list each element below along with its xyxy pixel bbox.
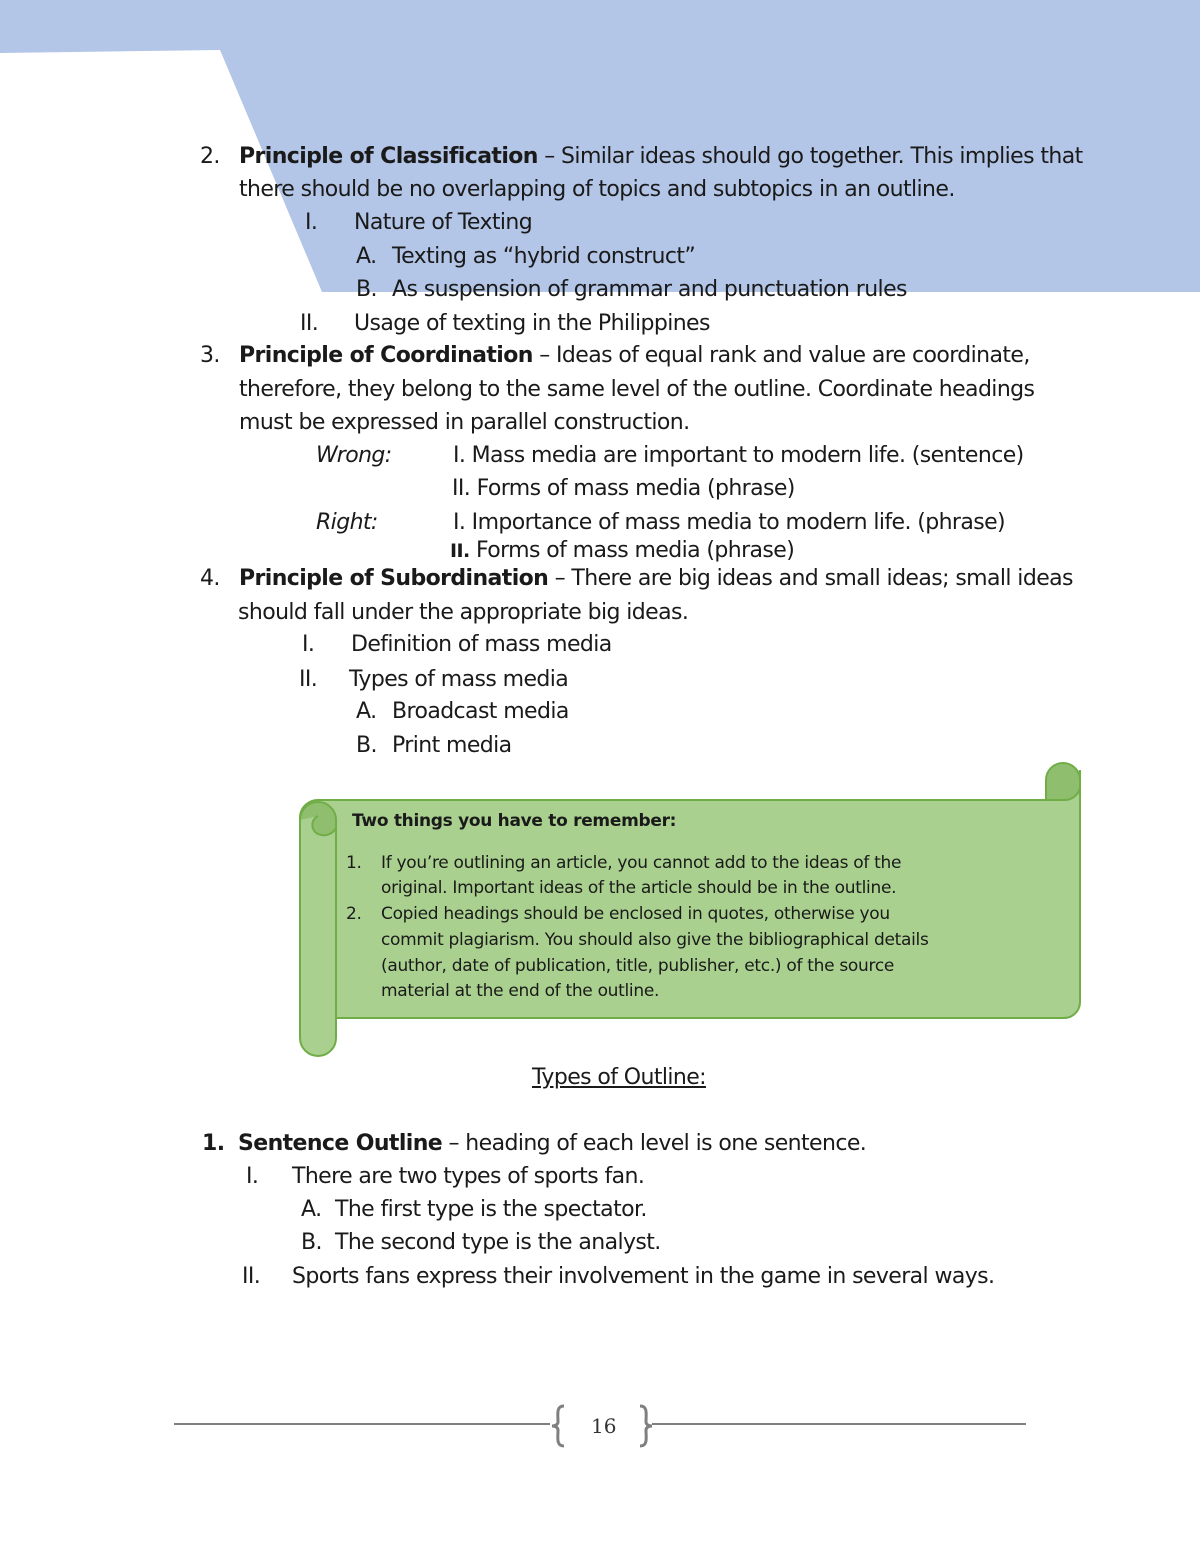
reminder-line: Copied headings should be enclosed in quotes, otherwise you bbox=[381, 904, 890, 924]
outline-item: Broadcast media bbox=[392, 699, 569, 724]
outline-num: I. bbox=[302, 632, 315, 657]
principle-2-number: 2. bbox=[200, 144, 220, 169]
reminder-num: 2. bbox=[346, 904, 362, 924]
right-example-2-text: Forms of mass media (phrase) bbox=[469, 538, 795, 563]
wrong-label: Wrong: bbox=[316, 443, 392, 468]
wrong-example-2: II. Forms of mass media (phrase) bbox=[452, 476, 795, 501]
outline-num: I. bbox=[246, 1164, 259, 1189]
principle-2-line2: there should be no overlapping of topics and subtopics in an outline. bbox=[239, 177, 955, 202]
outline-item: Definition of mass media bbox=[351, 632, 612, 657]
principle-4-number: 4. bbox=[200, 566, 220, 591]
principle-2-line1 bbox=[239, 143, 1083, 171]
sentence-outline-number: 1. bbox=[202, 1131, 225, 1156]
reminder-line: (author, date of publication, title, publisher, etc.) of the source bbox=[381, 956, 895, 976]
right-example-2-num: II. bbox=[450, 540, 470, 562]
page-number: 16 bbox=[591, 1414, 617, 1438]
left-brace-icon bbox=[548, 1404, 568, 1448]
reminder-line: original. Important ideas of the article should be in the outline. bbox=[381, 878, 897, 898]
principle-4-line1 bbox=[239, 565, 1073, 593]
outline-num: B. bbox=[356, 277, 377, 302]
outline-num: A. bbox=[356, 699, 377, 724]
reminder-title: Two things you have to remember: bbox=[352, 811, 677, 831]
reminder-line: commit plagiarism. You should also give the bibliographical details bbox=[381, 930, 929, 950]
outline-item: Sports fans express their involvement in the game in several ways. bbox=[292, 1264, 995, 1289]
principle-2-title: Principle of Classification bbox=[239, 144, 538, 169]
wrong-example-1: I. Mass media are important to modern life. (sentence) bbox=[453, 443, 1024, 468]
outline-item: The first type is the spectator. bbox=[335, 1197, 647, 1222]
sentence-outline-title: Sentence Outline bbox=[238, 1131, 443, 1156]
reminder-line: If you’re outlining an article, you cannot add to the ideas of the bbox=[381, 853, 902, 873]
outline-item: Usage of texting in the Philippines bbox=[354, 311, 710, 336]
outline-item: The second type is the analyst. bbox=[335, 1230, 661, 1255]
outline-item: As suspension of grammar and punctuation rules bbox=[392, 277, 907, 302]
right-label: Right: bbox=[316, 510, 378, 535]
principle-3-line1 bbox=[239, 342, 1030, 370]
principle-3-title: Principle of Coordination bbox=[239, 343, 533, 368]
sentence-outline-text: – heading of each level is one sentence. bbox=[442, 1131, 867, 1156]
outline-num: II. bbox=[300, 311, 319, 336]
reminder-line: material at the end of the outline. bbox=[381, 981, 660, 1001]
outline-item: Nature of Texting bbox=[354, 210, 533, 235]
principle-4-line2: should fall under the appropriate big ideas. bbox=[238, 600, 689, 625]
right-brace-icon bbox=[636, 1404, 656, 1448]
outline-num: II. bbox=[299, 667, 318, 692]
outline-item: Types of mass media bbox=[349, 667, 569, 692]
right-example-2 bbox=[450, 537, 794, 565]
footer-rule-left bbox=[174, 1423, 550, 1425]
principle-3-line2: therefore, they belong to the same level of the outline. Coordinate headings bbox=[239, 377, 1035, 402]
principle-4-text: – There are big ideas and small ideas; small ideas bbox=[548, 566, 1073, 591]
outline-num: II. bbox=[242, 1264, 261, 1289]
outline-num: I. bbox=[305, 210, 318, 235]
principle-3-number: 3. bbox=[200, 343, 220, 368]
outline-item: Print media bbox=[392, 733, 512, 758]
reminder-num: 1. bbox=[346, 853, 362, 873]
principle-2-text: – Similar ideas should go together. This implies that bbox=[537, 144, 1083, 169]
outline-num: B. bbox=[356, 733, 377, 758]
types-heading: Types of Outline: bbox=[532, 1065, 706, 1090]
outline-item: Texting as “hybrid construct” bbox=[392, 244, 696, 269]
outline-item: There are two types of sports fan. bbox=[292, 1164, 645, 1189]
footer-rule-right bbox=[652, 1423, 1026, 1425]
outline-num: B. bbox=[301, 1230, 322, 1255]
sentence-outline-line bbox=[238, 1130, 866, 1158]
outline-num: A. bbox=[301, 1197, 322, 1222]
principle-4-title: Principle of Subordination bbox=[239, 566, 549, 591]
right-example-1: I. Importance of mass media to modern life. (phrase) bbox=[453, 510, 1006, 535]
outline-num: A. bbox=[356, 244, 377, 269]
principle-3-line3: must be expressed in parallel construction. bbox=[239, 410, 690, 435]
principle-3-text: – Ideas of equal rank and value are coordinate, bbox=[532, 343, 1030, 368]
